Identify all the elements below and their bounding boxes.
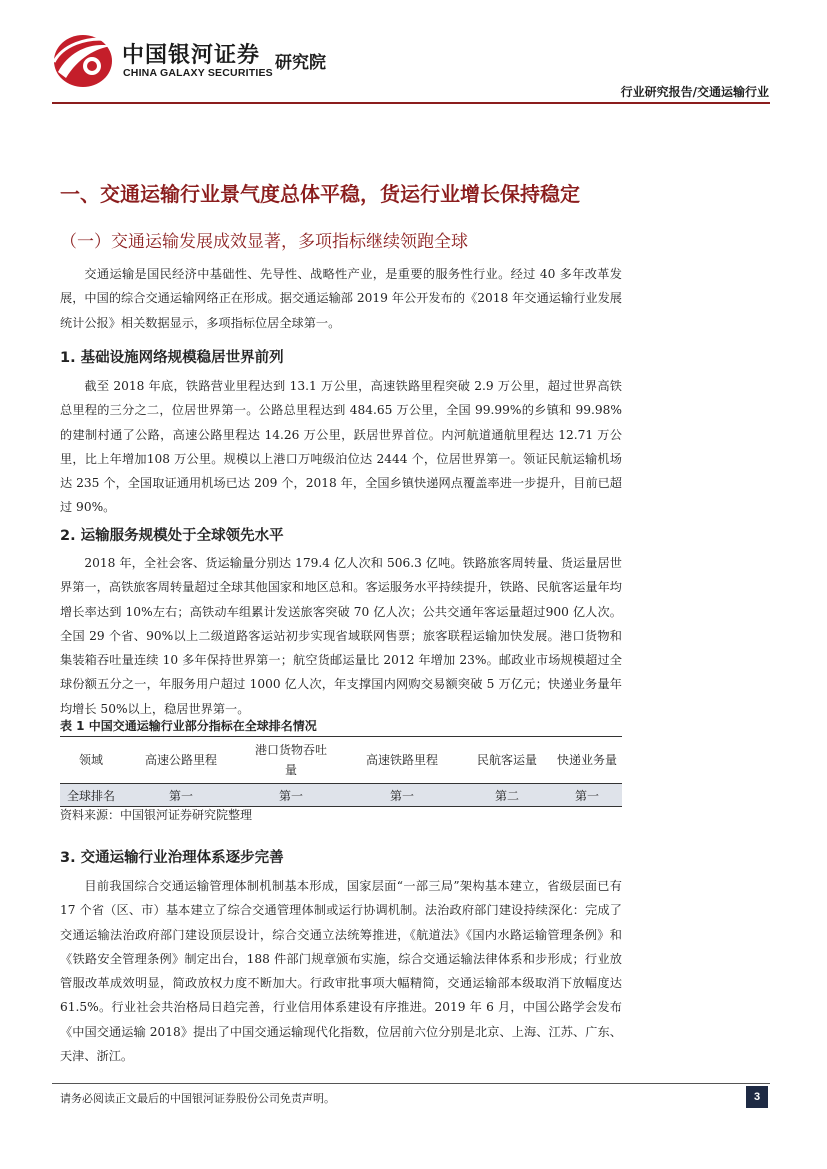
table-header-cell: 领域: [78, 753, 103, 767]
table-cell: 第一: [342, 784, 462, 807]
table-source: 资料来源：中国银河证券研究院整理: [60, 808, 253, 822]
galaxy-logo-icon: [52, 32, 114, 90]
table-header-cell: 快递业务量: [556, 753, 617, 767]
subsection-2-paragraph: 2018 年，全社会客、货运输量分别达 179.4 亿人次和 506.3 亿吨。铁路旅客周转量、货运量居世界第一，高铁旅客周转量超过全球其他国家和地区总和。客运服务水平持续提升，铁路、民航客运量年均增长率达到 10%左右；高铁动车组累计发送旅客突破 70 亿人次；公共交通年客运量超过900 亿人次。全国 29 个省、90%以上二级道路客运站初步实现省域联网售票；旅客联程运输加快发展。港口货物和集装箱吞吐量连续 10 多年保持世界第一；航空货邮运量比 2012 年增加 23%。邮政业市场规模超过全球份额五分之一，年服务用户超过 1000 亿人次，年支撑国内网购交易额突破 5 万亿元；快递业务量年均增长 50%以上，稳居世界第一。: [60, 556, 622, 716]
table-cell: 第一: [552, 784, 622, 807]
table-row: [60, 784, 622, 807]
table-cell: 第一: [122, 784, 240, 807]
table-header-cell: 港口货物吞吐量: [254, 743, 327, 777]
subsection-1-heading: 1. 基础设施网络规模稳居世界前列: [60, 350, 284, 366]
institute-label: 研究院: [275, 53, 326, 73]
header-divider: [52, 102, 770, 104]
section-title: 一、交通运输行业景气度总体平稳，货运行业增长保持稳定: [60, 182, 580, 206]
table-header-cell: 高速公路里程: [144, 753, 217, 767]
footer-disclaimer: 请务必阅读正文最后的中国银河证券股份公司免责声明。: [60, 1092, 335, 1105]
table-header-cell: 民航客运量: [476, 753, 537, 767]
subsection-3-paragraph: 目前我国综合交通运输管理体制机制基本形成，国家层面“一部三局”架构基本建立，省级层面已有17 个省（区、市）基本建立了综合交通管理体制或运行协调机制。法治政府部门建设持续深化：完成了交通运输法治政府部门建设顶层设计，综合交通立法统筹推进，《航道法》《国内水路运输管理条例》和《铁路安全管理条例》制定出台，188 件部门规章颁布实施，综合交通运输法律体系和步形成；行业放管服改革成效明显，简政放权力度不断加大。行政审批事项大幅精简，交通运输部本级取消下放幅度达 61.5%。行业社会共治格局日趋完善，行业信用体系建设有序推进。2019 年 6 月，中国公路学会发布《中国交通运输 2018》提出了中国交通运输现代化指数，位居前六位分别是北京、上海、江苏、广东、天津、浙江。: [60, 879, 622, 1064]
ranking-table: [60, 736, 622, 807]
report-type-label: 行业研究报告/交通运输行业: [620, 85, 769, 99]
table-row-label: 全球排名: [60, 784, 122, 807]
brand-name-cn: 中国银河证券: [122, 43, 261, 68]
table-caption: 表 1 中国交通运输行业部分指标在全球排名情况: [60, 719, 317, 733]
section-subtitle: （一）交通运输发展成效显著，多项指标继续领跑全球: [60, 232, 468, 252]
subsection-2-heading: 2. 运输服务规模处于全球领先水平: [60, 528, 284, 544]
table-cell: 第二: [462, 784, 552, 807]
intro-paragraph: 交通运输是国民经济中基础性、先导性、战略性产业，是重要的服务性行业。经过 40 多年改革发展，中国的综合交通运输网络正在形成。据交通运输部 2019 年公开发布的《2018 年交通运输行业发展统计公报》相关数据显示，多项指标位居全球第一。: [60, 267, 622, 330]
table-header-cell: 高速铁路里程: [365, 753, 438, 767]
subsection-3-heading: 3. 交通运输行业治理体系逐步完善: [60, 850, 284, 866]
page-number: 3: [746, 1086, 768, 1108]
subsection-1-paragraph: 截至 2018 年底，铁路营业里程达到 13.1 万公里，高速铁路里程突破 2.9 万公里，超过世界高铁总里程的三分之二，位居世界第一。公路总里程达到 484.65 万公里，全国 99.99%的乡镇和 99.98%的建制村通了公路，高速公路里程达 14.26 万公里，跃居世界首位。内河航道通航里程达 12.71 万公里，比上年增加108 万公里。规模以上港口万吨级泊位达 2444 个，位居世界第一。领证民航运输机场达 235 个，全国取证通用机场已达 209 个，2018 年，全国乡镇快递网点覆盖率进一步提升，目前已超过 90%。: [60, 379, 622, 515]
footer-divider: [52, 1083, 770, 1084]
table-header-row: [60, 737, 622, 784]
table-cell: 第一: [240, 784, 342, 807]
brand-name-en: CHINA GALAXY SECURITIES: [123, 67, 273, 79]
